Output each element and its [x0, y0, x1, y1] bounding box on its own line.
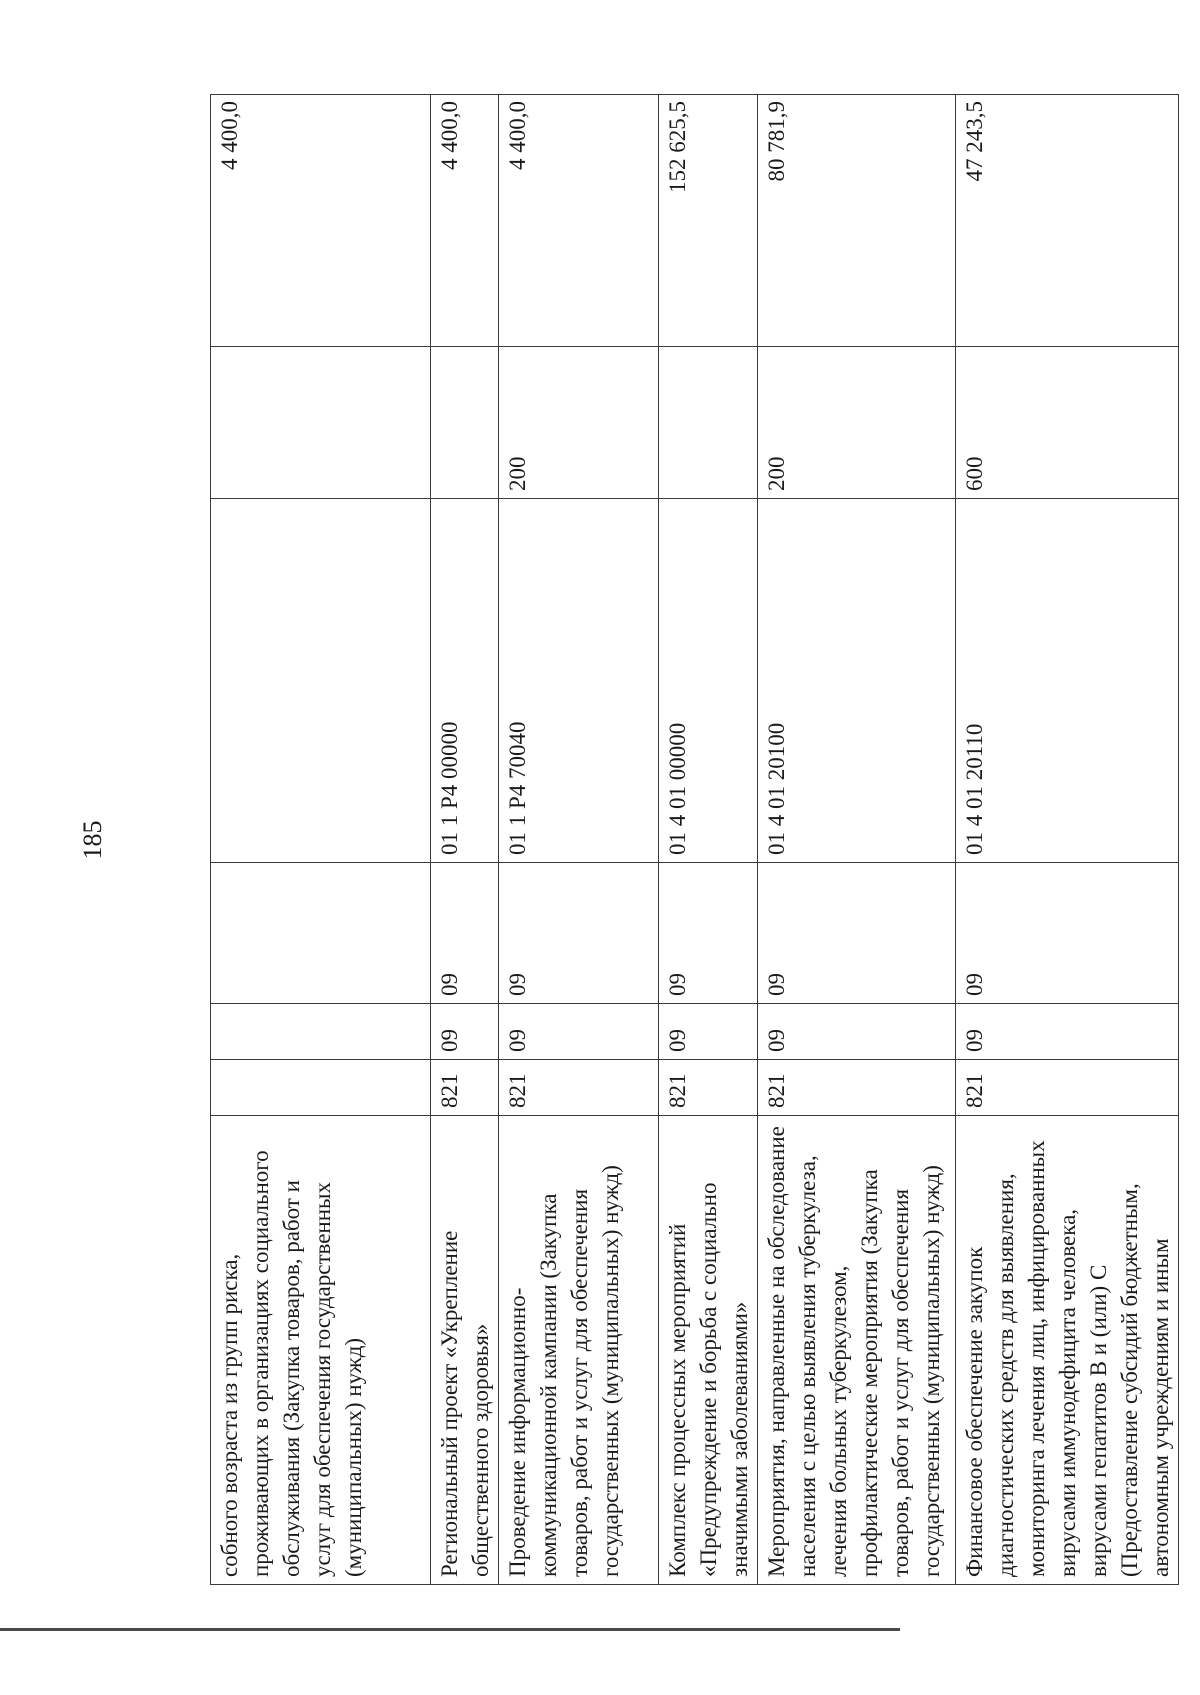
- expense-type-code: 200: [499, 347, 659, 499]
- section-code: 09: [659, 1004, 758, 1060]
- amount-value: 80 781,9: [758, 95, 956, 347]
- target-article-code: 01 4 01 00000: [659, 499, 758, 863]
- section-code: 09: [758, 1004, 956, 1060]
- subsection-code: [211, 863, 431, 1004]
- subsection-code: 09: [431, 863, 499, 1004]
- row-description: Региональный проект «Укрепление общественного здоровья»: [431, 1116, 499, 1585]
- budget-table: [210, 94, 1179, 1585]
- row-description: собного возраста из групп риска, проживающих в организациях социального обслуживания (Закупка товаров, работ и услуг для обеспечения государственных (муниципальных) нужд): [211, 1116, 431, 1585]
- expense-type-code: 200: [758, 347, 956, 499]
- subsection-code: 09: [956, 863, 1179, 1004]
- amount-value: 4 400,0: [211, 95, 431, 347]
- scan-edge-line: [0, 1628, 900, 1631]
- target-article-code: 01 1 P4 00000: [431, 499, 499, 863]
- ministry-code: [211, 1060, 431, 1116]
- expense-type-code: [659, 347, 758, 499]
- ministry-code: 821: [431, 1060, 499, 1116]
- expense-type-code: [431, 347, 499, 499]
- row-description: Мероприятия, направленные на обследование населения с целью выявления туберкулеза, лечения больных туберкулезом, профилактические мероприятия (Закупка товаров, работ и услуг для обеспечения государственных (муниципальных) нужд): [758, 1116, 956, 1585]
- ministry-code: 821: [499, 1060, 659, 1116]
- row-description: Финансовое обеспечение закупок диагностических средств для выявления, мониторинга лечения лиц, инфицированных вирусами иммунодефицита человека, вирусами гепатитов В и (или) С (Предоставление субсидий бюджетным, автономным учреждениям и иным: [956, 1116, 1179, 1585]
- amount-value: 4 400,0: [499, 95, 659, 347]
- table-row: [758, 95, 956, 1585]
- ministry-code: 821: [956, 1060, 1179, 1116]
- expense-type-code: [211, 347, 431, 499]
- subsection-code: 09: [758, 863, 956, 1004]
- table-row: [211, 95, 431, 1585]
- target-article-code: 01 4 01 20110: [956, 499, 1179, 863]
- table-row: [431, 95, 499, 1585]
- amount-value: 152 625,5: [659, 95, 758, 347]
- page-number: 185: [78, 820, 107, 860]
- table-row: [499, 95, 659, 1585]
- table-row: [659, 95, 758, 1585]
- section-code: 09: [431, 1004, 499, 1060]
- subsection-code: 09: [659, 863, 758, 1004]
- row-description: Комплекс процессных мероприятий «Предупреждение и борьба с социально значимыми заболеваниями»: [659, 1116, 758, 1585]
- target-article-code: 01 4 01 20100: [758, 499, 956, 863]
- subsection-code: 09: [499, 863, 659, 1004]
- expense-type-code: 600: [956, 347, 1179, 499]
- section-code: [211, 1004, 431, 1060]
- amount-value: 47 243,5: [956, 95, 1179, 347]
- amount-value: 4 400,0: [431, 95, 499, 347]
- target-article-code: 01 1 P4 70040: [499, 499, 659, 863]
- ministry-code: 821: [758, 1060, 956, 1116]
- ministry-code: 821: [659, 1060, 758, 1116]
- row-description: Проведение информационно-коммуникационной кампании (Закупка товаров, работ и услуг для обеспечения государственных (муниципальных) нужд): [499, 1116, 659, 1585]
- target-article-code: [211, 499, 431, 863]
- section-code: 09: [956, 1004, 1179, 1060]
- section-code: 09: [499, 1004, 659, 1060]
- table-row: [956, 95, 1179, 1585]
